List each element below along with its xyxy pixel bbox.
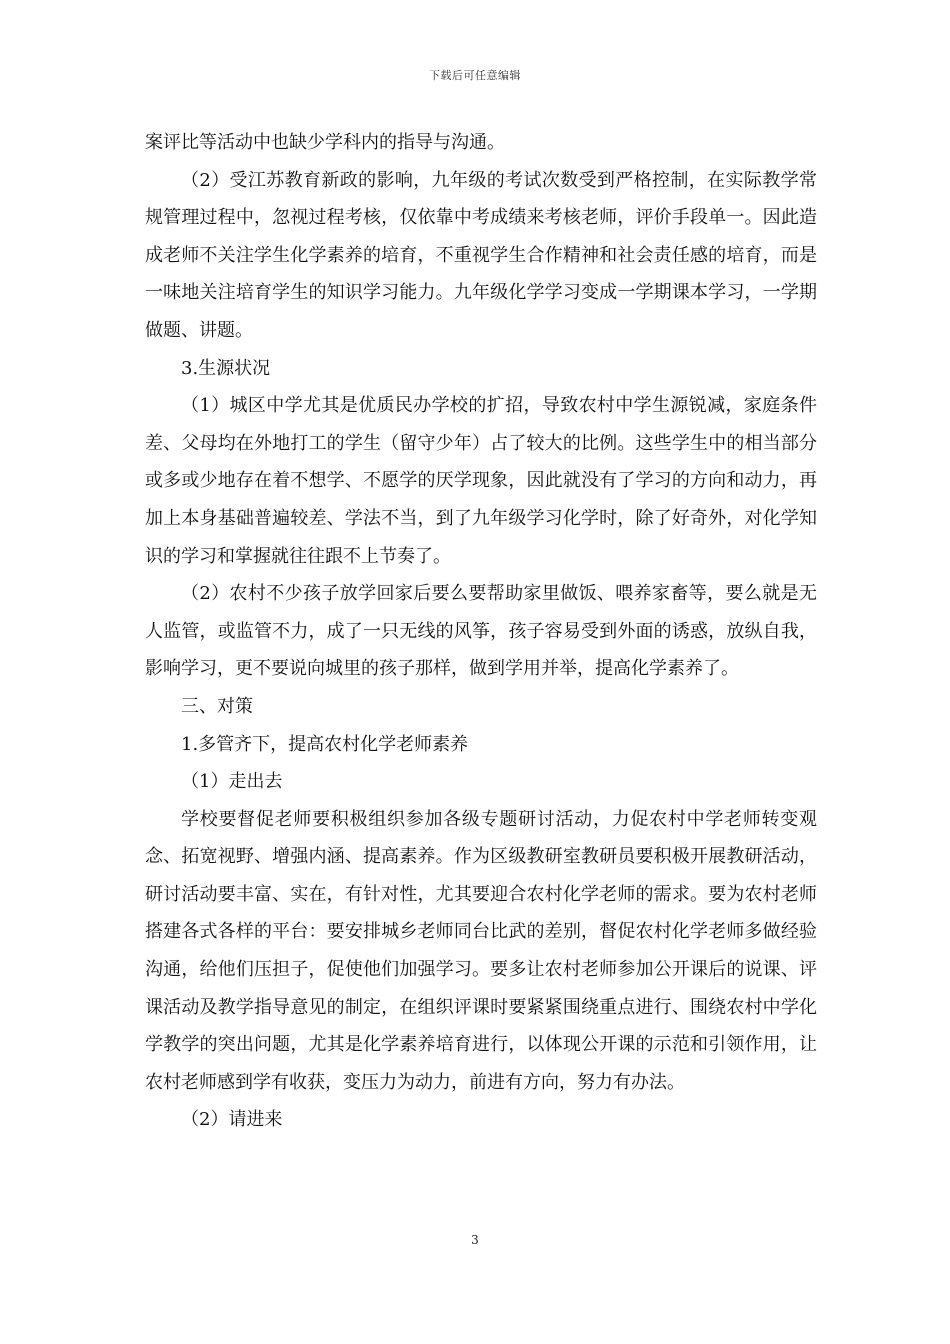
section-heading-student-source: 3.生源状况 <box>181 357 271 379</box>
section-heading-countermeasures: 三、对策 <box>181 695 253 717</box>
paragraph-go-out-details: 学校要督促老师要积极组织参加各级专题研讨活动，力促农村中学老师转变观念、拓宽视野、增强内涵、提高素养。作为区级教研室教研员要积极开展教研活动，研讨活动要丰富、实在，有针对性，尤其要迎合农村化学老师的需求。要为农村老师搭建各式各样的平台：要安排城乡老师同台比武的差别，督促农村化学老师多做经验沟通，给他们压担子，促使他们加强学习。要多让农村老师参加公开课后的说课、评课活动及教学指导意见的制定，在组织评课时要紧紧围绕重点进行、围绕农村中学化学教学的突出问题，尤其是化学素养培育进行，以体现公开课的示范和引领作用，让农村老师感到学有收获，变压力为动力，前进有方向，努力有办法。 <box>145 808 817 1093</box>
paragraph-policy-impact: （2）受江苏教育新政的影响，九年级的考试次数受到严格控制，在实际教学常规管理过程中，忽视过程考核，仅依靠中考成绩来考核老师，评价手段单一。因此造成老师不关注学生化学素养的培育，不重视学生合作精神和社会责任感的培育，而是一味地关注培育学生的知识学习能力。九年级化学学习变成一学期课本学习，一学期做题、讲题。 <box>145 169 817 341</box>
page-header: 下载后可任意编辑 <box>429 69 521 82</box>
item-heading-invite-in: （2）请进来 <box>181 1109 283 1131</box>
item-heading-go-out: （1）走出去 <box>181 771 283 793</box>
paragraph-continuation: 案评比等活动中也缺少学科内的指导与沟通。 <box>145 132 505 153</box>
document-body <box>145 124 817 1139</box>
paragraph-urban-enrollment: （1）城区中学尤其是优质民办学校的扩招，导致农村中学生源锐减，家庭条件差、父母均在外地打工的学生（留守少年）占了较大的比例。这些学生中的相当部分或多或少地存在着不想学、不愿学的厌学现象，因此就没有了学习的方向和动力，再加上本身基础普遍较差、学法不当，到了九年级学习化学时，除了好奇外，对化学知识的学习和掌握就往往跟不上节奏了。 <box>145 395 817 567</box>
page-number: 3 <box>471 1233 479 1247</box>
paragraph-rural-children: （2）农村不少孩子放学回家后要么要帮助家里做饭、喂养家畜等，要么就是无人监管，或监管不力，成了一只无线的风筝，孩子容易受到外面的诱惑，放纵自我，影响学习，更不要说向城里的孩子那样，做到学用并举，提高化学素养了。 <box>145 583 817 680</box>
subsection-heading-teacher-quality: 1.多管齐下，提高农村化学老师素养 <box>181 733 469 755</box>
